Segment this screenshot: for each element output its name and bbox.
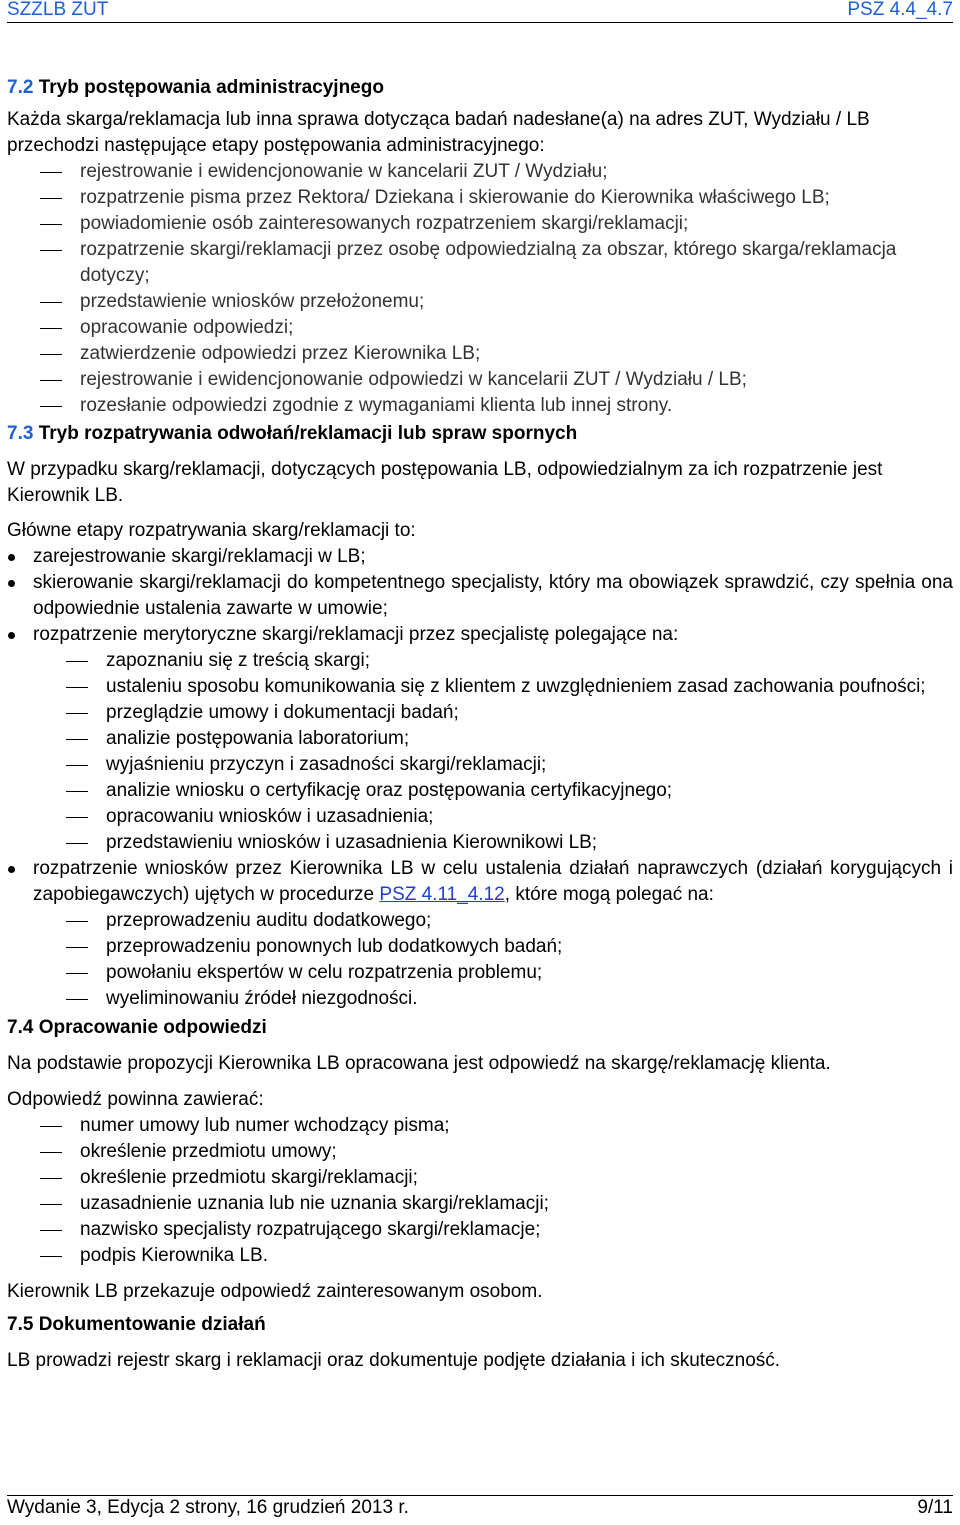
list-item: przedstawieniu wniosków i uzasadnienia Kierownikowi LB; xyxy=(33,830,953,856)
response-contents xyxy=(7,1113,953,1269)
list-item: powiadomienie osób zainteresowanych rozpatrzeniem skargi/reklamacji; xyxy=(7,211,953,237)
list-item: powołaniu ekspertów w celu rozpatrzenia problemu; xyxy=(33,960,953,986)
section-7-2-steps xyxy=(7,159,953,419)
list-item: numer umowy lub numer wchodzący pisma; xyxy=(7,1113,953,1139)
corrective-actions xyxy=(33,908,953,1012)
list-item: określenie przedmiotu umowy; xyxy=(7,1139,953,1165)
page-footer xyxy=(7,1495,953,1519)
list-item: opracowanie odpowiedzi; xyxy=(7,315,953,341)
section-7-3-stages xyxy=(7,544,953,1012)
section-7-3-stages-intro: Główne etapy rozpatrywania skarg/reklamacji to: xyxy=(7,520,416,541)
section-number: 7.3 xyxy=(7,423,34,444)
section-7-4-heading xyxy=(7,1015,953,1041)
section-7-3-paragraph: W przypadku skarg/reklamacji, dotyczących postępowania LB, odpowiedzialnym za ich rozpatrzenie jest Kierownik LB. xyxy=(7,459,883,506)
list-item: podpis Kierownika LB. xyxy=(7,1243,953,1269)
section-7-3-heading xyxy=(7,421,953,447)
list-item: przedstawienie wniosków przełożonemu; xyxy=(7,289,953,315)
list-item: rozpatrzenie skargi/reklamacji przez osobę odpowiedzialną za obszar, którego skarga/reklamacja dotyczy; xyxy=(7,237,953,289)
section-7-2-heading xyxy=(7,75,953,101)
list-item: skierowanie skargi/reklamacji do kompetentnego specjalisty, który ma obowiązek sprawdzić, czy spełnia ona odpowiednie ustalenia zawarte w umowie; xyxy=(7,570,953,622)
list-item: wyeliminowaniu źródeł niezgodności. xyxy=(33,986,953,1012)
section-7-5-heading xyxy=(7,1312,953,1338)
list-item: zatwierdzenie odpowiedzi przez Kierownika LB; xyxy=(7,341,953,367)
header-procedure-code: PSZ 4.4_4.7 xyxy=(847,0,953,20)
list-item: nazwisko specjalisty rozpatrującego skargi/reklamacje; xyxy=(7,1217,953,1243)
list-item-text: , które mogą polegać na: xyxy=(504,884,714,905)
list-item: przeglądzie umowy i dokumentacji badań; xyxy=(33,700,953,726)
list-item: zarejestrowanie skargi/reklamacji w LB; xyxy=(7,544,953,570)
list-item xyxy=(7,622,953,856)
list-item: opracowaniu wniosków i uzasadnienia; xyxy=(33,804,953,830)
list-item: zapoznaniu się z treścią skargi; xyxy=(33,648,953,674)
section-7-4-closing: Kierownik LB przekazuje odpowiedź zainteresowanym osobom. xyxy=(7,1281,543,1302)
list-item: ustaleniu sposobu komunikowania się z klientem z uwzględnieniem zasad zachowania poufności; xyxy=(33,674,953,700)
list-item: rozpatrzenie pisma przez Rektora/ Dziekana i skierowanie do Kierownika właściwego LB; xyxy=(7,185,953,211)
section-7-4-contents-intro: Odpowiedź powinna zawierać: xyxy=(7,1089,264,1110)
section-title: Tryb postępowania administracyjnego xyxy=(38,77,384,98)
list-item-text: rozpatrzenie merytoryczne skargi/reklamacji przez specjalistę polegające na: xyxy=(33,624,679,645)
section-7-4-paragraph: Na podstawie propozycji Kierownika LB opracowana jest odpowiedź na skargę/reklamację klienta. xyxy=(7,1053,831,1074)
list-item: przeprowadzeniu auditu dodatkowego; xyxy=(33,908,953,934)
section-7-5-paragraph: LB prowadzi rejestr skarg i reklamacji oraz dokumentuje podjęte działania i ich skuteczność. xyxy=(7,1350,781,1371)
footer-page-number: 9/11 xyxy=(917,1497,953,1518)
list-item: uzasadnienie uznania lub nie uznania skargi/reklamacji; xyxy=(7,1191,953,1217)
page-header xyxy=(7,0,953,23)
list-item-text: rozpatrzenie wniosków przez Kierownika LB w celu ustalenia działań naprawczych (działań korygujących i zapobiegawczych) ujętych w procedurze xyxy=(33,858,953,905)
review-steps xyxy=(33,648,953,856)
list-item xyxy=(7,856,953,1012)
list-item: rejestrowanie i ewidencjonowanie odpowiedzi w kancelarii ZUT / Wydziału / LB; xyxy=(7,367,953,393)
section-number: 7.2 xyxy=(7,77,34,98)
header-system-name: SZZLB ZUT xyxy=(7,0,109,20)
section-title: Tryb rozpatrywania odwołań/reklamacji lub spraw spornych xyxy=(38,423,578,444)
list-item: analizie postępowania laboratorium; xyxy=(33,726,953,752)
list-item: określenie przedmiotu skargi/reklamacji; xyxy=(7,1165,953,1191)
list-item: rejestrowanie i ewidencjonowanie w kancelarii ZUT / Wydziału; xyxy=(7,159,953,185)
list-item: analizie wniosku o certyfikację oraz postępowania certyfikacyjnego; xyxy=(33,778,953,804)
section-7-2-intro: Każda skarga/reklamacja lub inna sprawa dotycząca badań nadesłane(a) na adres ZUT, Wydziału / LB przechodzi następujące etapy postępowania administracyjnego: xyxy=(7,109,870,156)
section-number: 7.4 xyxy=(7,1017,34,1038)
list-item: wyjaśnieniu przyczyn i zasadności skargi/reklamacji; xyxy=(33,752,953,778)
page-content xyxy=(7,75,953,1374)
footer-edition: Wydanie 3, Edycja 2 strony, 16 grudzień 2013 r. xyxy=(7,1497,409,1518)
list-item: przeprowadzeniu ponownych lub dodatkowych badań; xyxy=(33,934,953,960)
list-item: rozesłanie odpowiedzi zgodnie z wymaganiami klienta lub innej strony. xyxy=(7,393,953,419)
section-number: 7.5 xyxy=(7,1314,34,1335)
section-title: Opracowanie odpowiedzi xyxy=(38,1017,267,1038)
section-title: Dokumentowanie działań xyxy=(38,1314,266,1335)
procedure-link[interactable]: PSZ 4.11_4.12 xyxy=(379,884,505,905)
